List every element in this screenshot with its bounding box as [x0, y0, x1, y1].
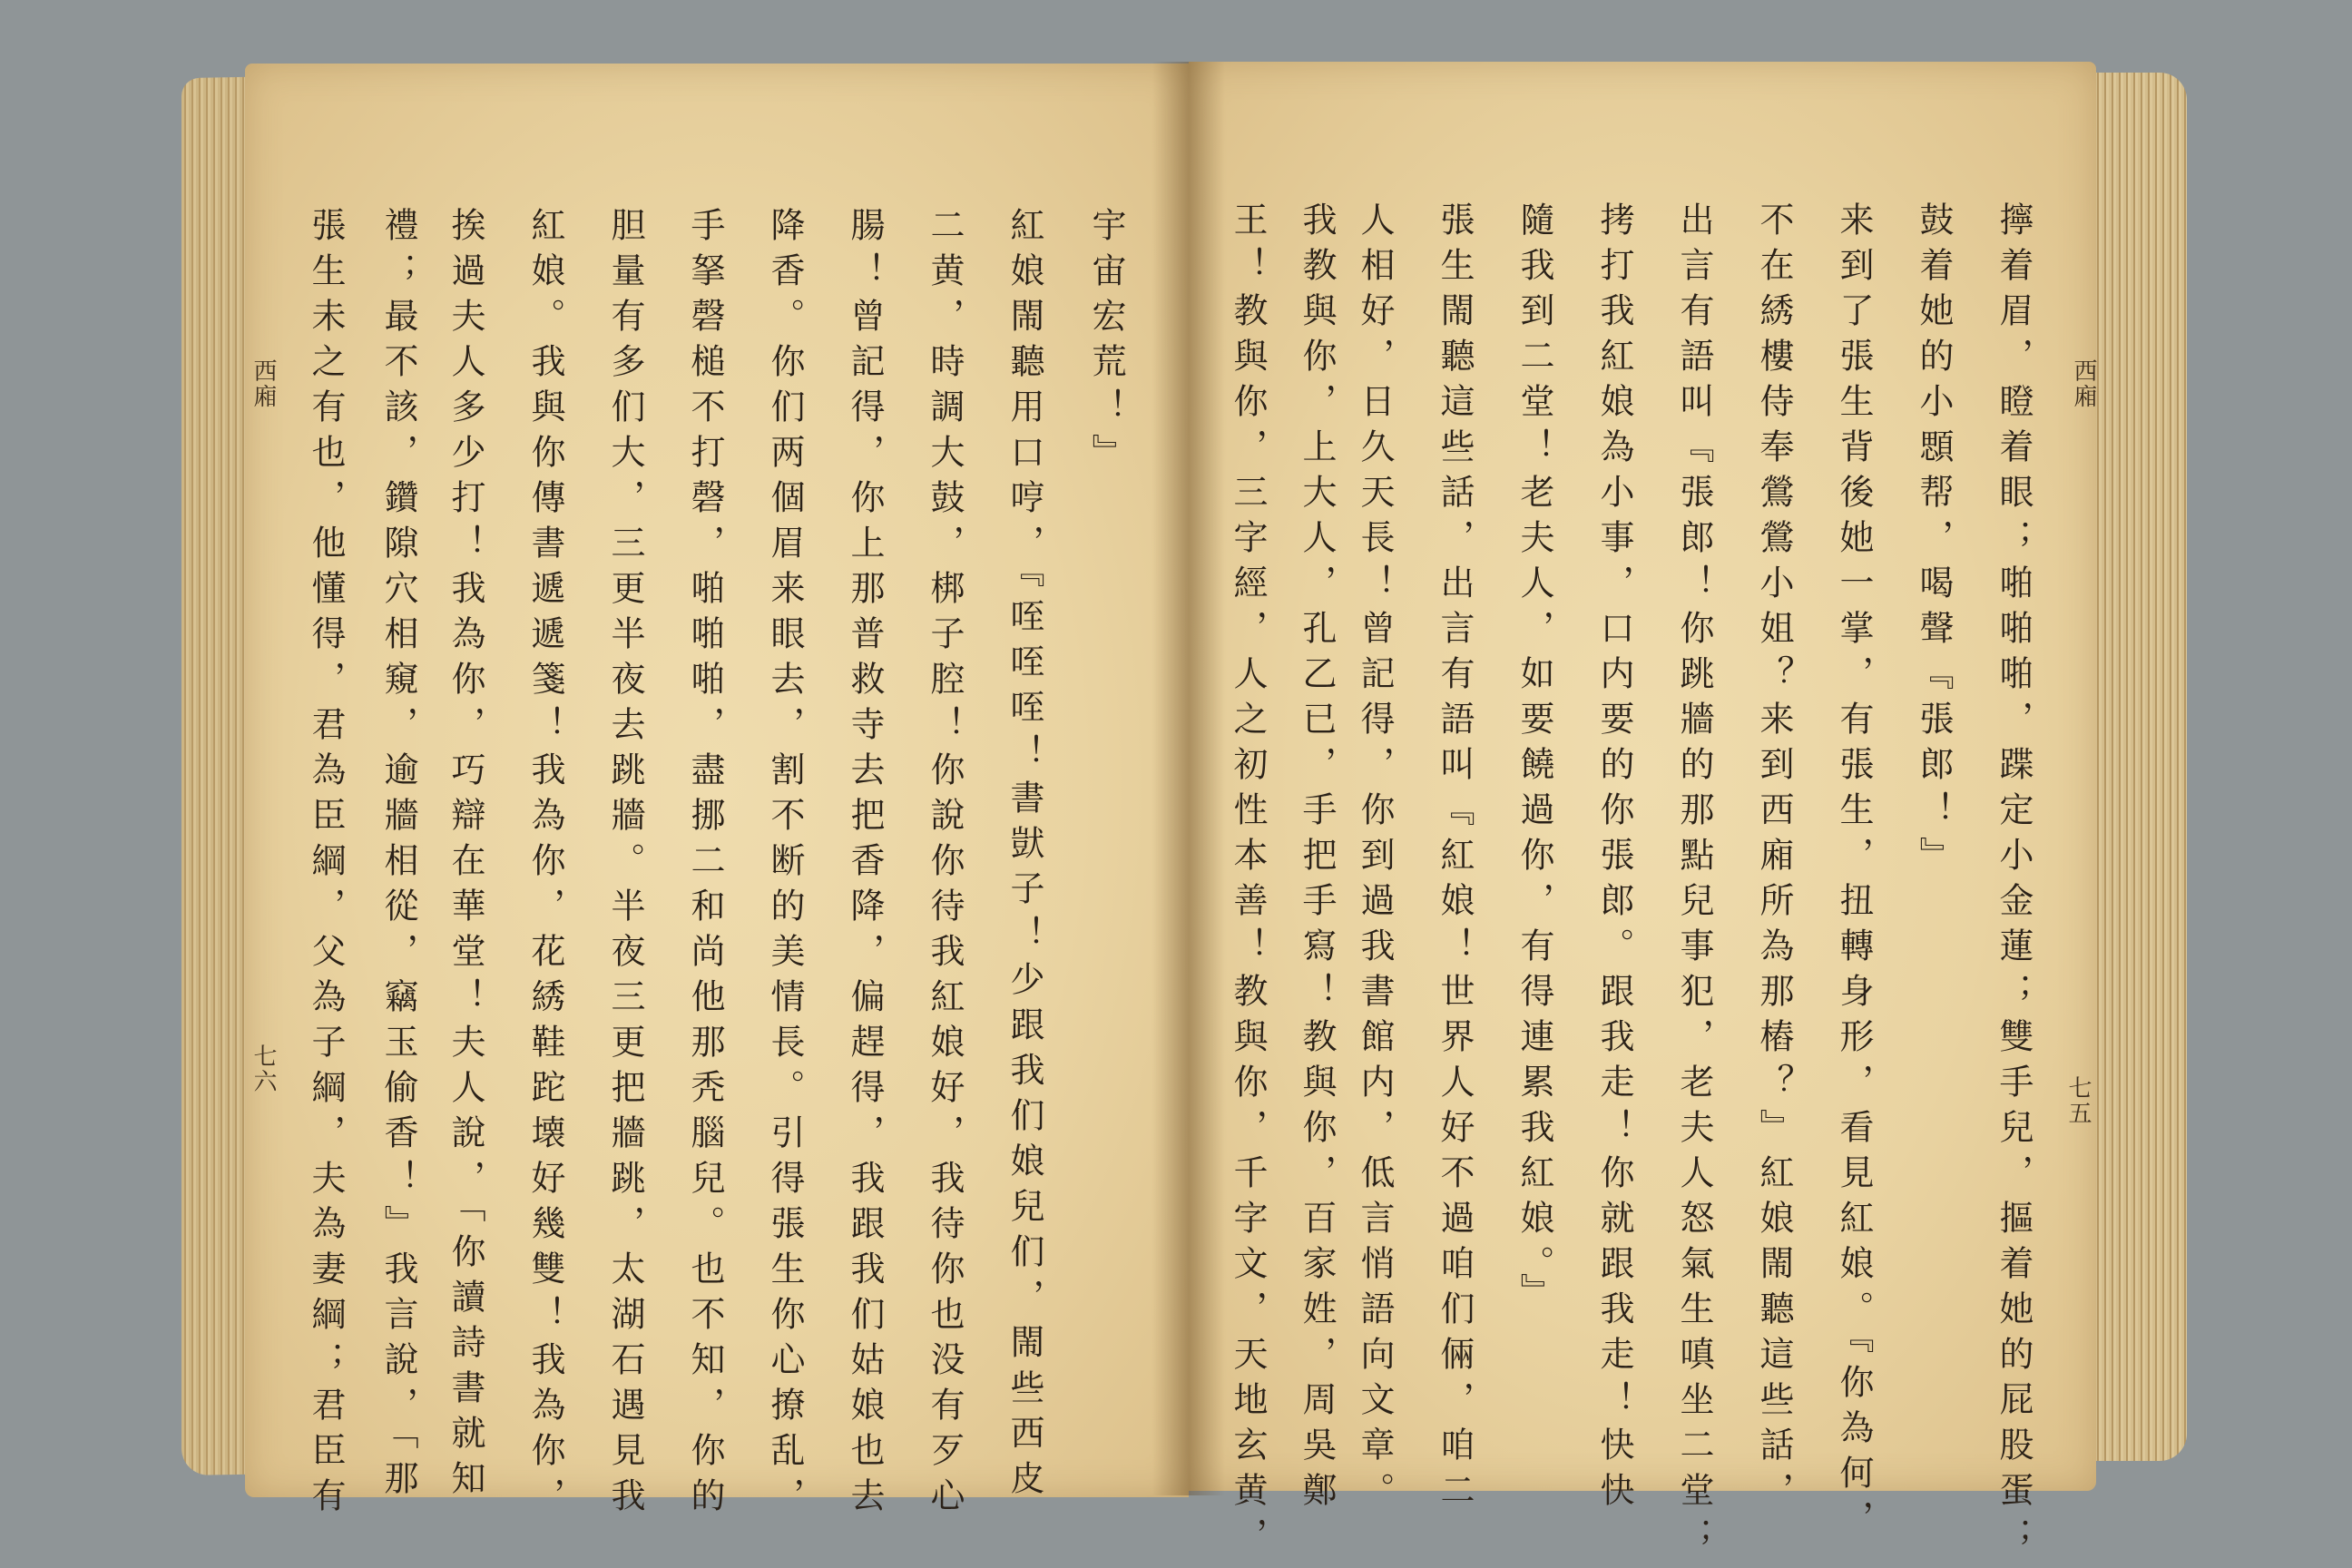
left-edge-title: 西廂: [250, 358, 277, 409]
left-column-7: 胆量有多们大，三更半夜去跳牆。半夜三更把牆跳，太湖石遇見我: [605, 207, 645, 1523]
left-column-6: 手拏磬槌不打磬，啪啪啪，盡挪二和尚他那秃腦兒。也不知，你的: [685, 207, 725, 1523]
right-column-3: 来到了張生背後她一掌，有張生，扭轉身形，看見紅娘。『你為何，: [1834, 201, 1874, 1545]
left-edge-page-number: 七六: [250, 1044, 277, 1094]
right-column-1: 擰着眉，瞪着眼；啪啪啪，蹀定小金蓮；雙手兒，摳着她的屁股蛋；: [1994, 201, 2034, 1563]
right-edge-title: 西廂: [2070, 358, 2097, 409]
left-column-1: 宇宙宏荒！』: [1086, 207, 1126, 479]
book-gutter: [1152, 62, 1225, 1495]
right-column-10: 我教與你，上大人，孔乙已，手把手寫！教與你，百家姓，周吳鄭: [1297, 201, 1337, 1517]
right-column-4: 不在綉樓侍奉鶯鶯小姐？来到西廂所為那樁？』紅娘閙聽這些話，: [1754, 201, 1794, 1517]
right-column-11: 王！教與你，三字經，人之初性本善！教與你，千字文，天地玄黄，: [1228, 201, 1268, 1563]
left-column-2: 紅娘閙聽用口哼，『咥咥咥！書獃子！少跟我们娘兒们，閙些西皮: [1004, 207, 1044, 1505]
right-column-6: 拷打我紅娘為小事，口内要的你張郎。跟我走！你就跟我走！快快: [1594, 201, 1634, 1517]
right-column-7: 隨我到二堂！老夫人，如要饒過你，有得連累我紅娘。』: [1514, 201, 1554, 1318]
right-column-9: 人相好，日久天長！曾記得，你到過我書館内，低言悄語向文章。: [1355, 201, 1395, 1517]
left-column-3: 二黄，時調大鼓，梆子腔！你說你待我紅娘好，我待你也没有歹心: [925, 207, 965, 1523]
right-edge-page-number: 七五: [2064, 1075, 2092, 1126]
right-page-edges: [2087, 73, 2187, 1461]
left-column-8: 紅娘。我與你傳書遞遞箋！我為你，花綉鞋跎壊好幾雙！我為你，: [525, 207, 565, 1523]
right-column-8: 張生閙聽這些話，出言有語叫『紅娘！世界人好不過咱们倆，咱二: [1435, 201, 1475, 1517]
left-column-9: 挨過夫人多少打！我為你，巧辯在華堂！夫人說，「你讀詩書就知: [446, 207, 485, 1505]
right-column-2: 鼓着她的小顋帮，喝聲『張郎！』: [1914, 201, 1954, 882]
left-column-11: 張生未之有也，他懂得，君為臣綱，父為子綱，夫為妻綱；君臣有: [306, 207, 346, 1523]
left-column-10: 禮；最不該，鑽隙穴相窺，逾牆相從，竊玉偷香！』我言說，「那: [378, 207, 418, 1505]
left-column-4: 腸！曾記得，你上那普救寺去把香降，偏趕得，我跟我们姑娘也去: [845, 207, 885, 1523]
left-column-5: 降香。你们两個眉来眼去，割不断的美情長。引得張生你心撩乱，: [765, 207, 805, 1523]
right-column-5: 出言有語叫『張郎！你跳牆的那點兒事犯，老夫人怒氣生嗔坐二堂；: [1674, 201, 1714, 1563]
